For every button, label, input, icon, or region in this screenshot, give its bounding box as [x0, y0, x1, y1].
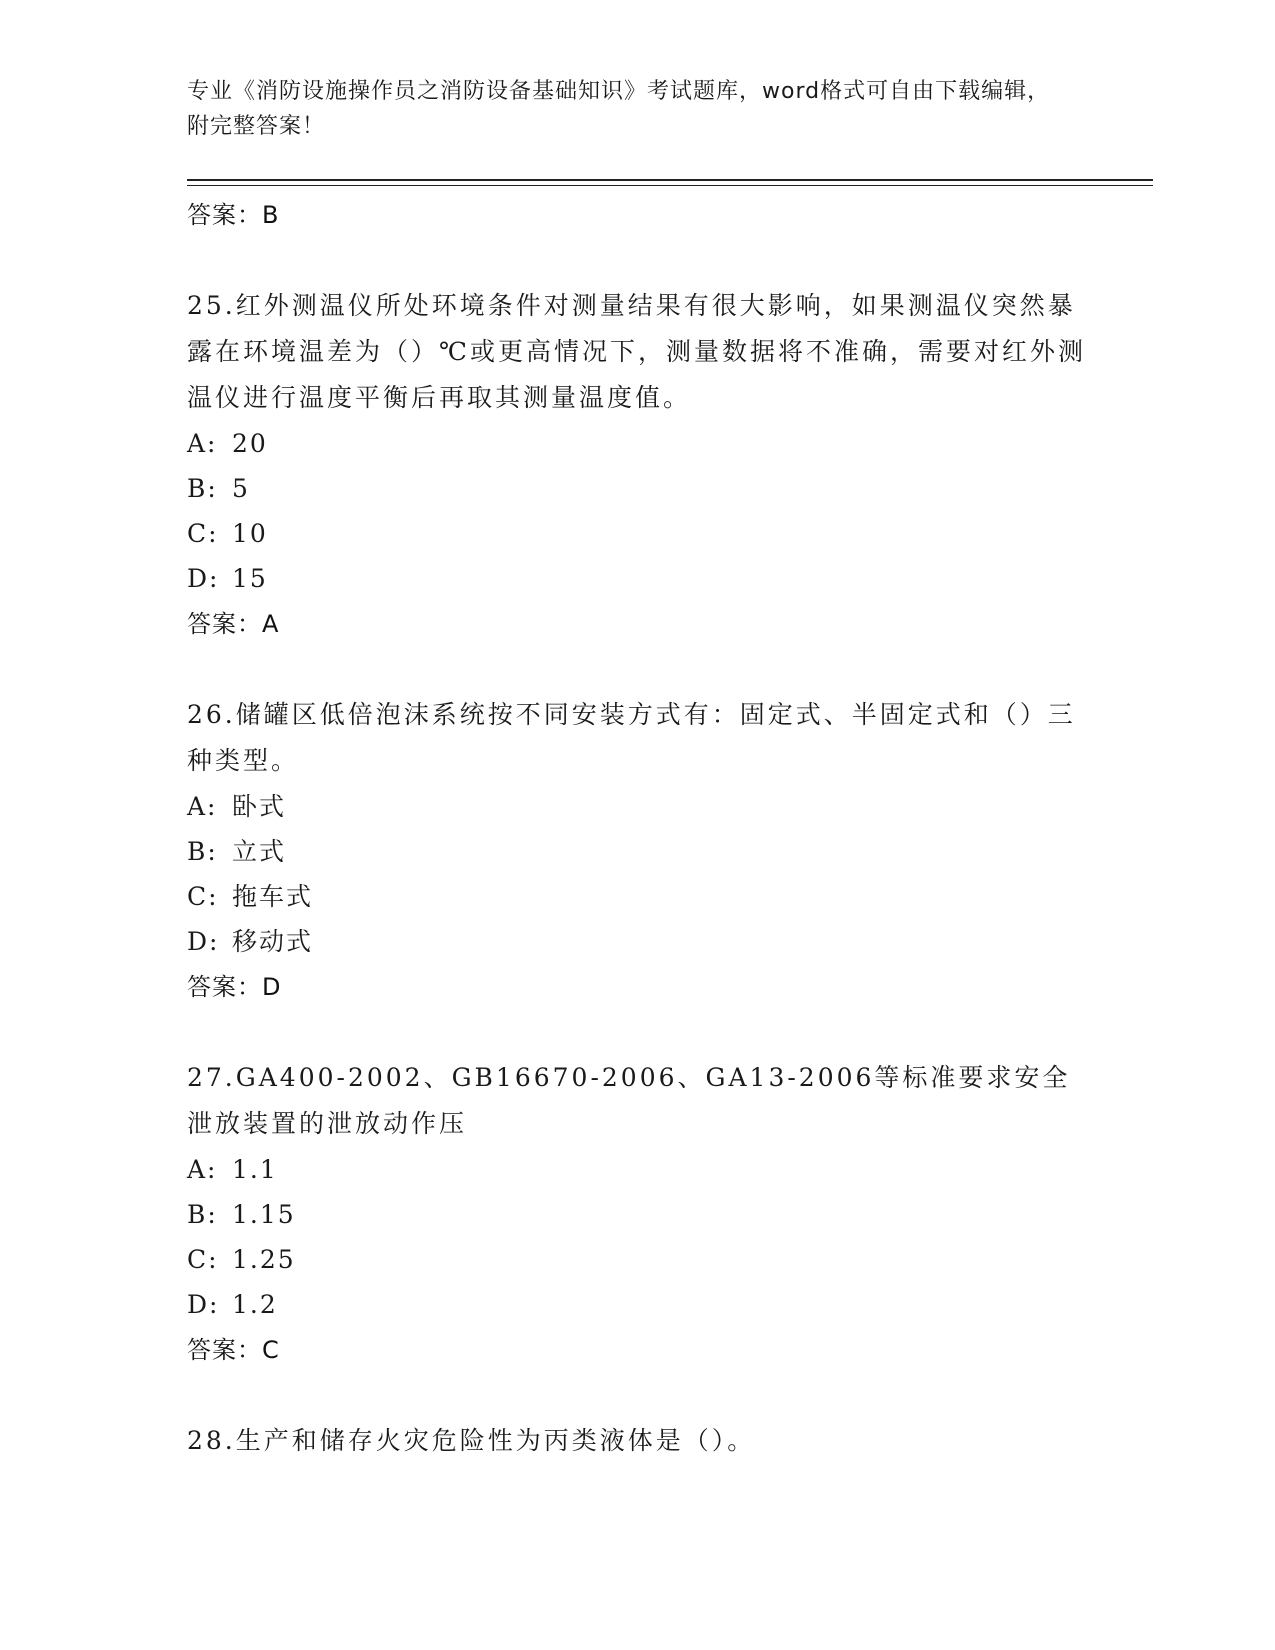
question-stem: 27.GA400-2002、GB16670-2006、GA13-2006等标准要求安全泄放装置的泄放动作压	[187, 1063, 1071, 1138]
option-b	[187, 1192, 1087, 1237]
option-b	[187, 829, 1087, 874]
option-letter: B:	[187, 474, 218, 503]
option-text: 10	[232, 519, 268, 548]
answer-line: 答案：A	[187, 610, 280, 638]
header-rule-thick	[187, 179, 1153, 181]
option-letter: C:	[187, 519, 219, 548]
question-block	[187, 692, 1087, 1010]
option-letter: C:	[187, 882, 219, 911]
option-d	[187, 1282, 1087, 1327]
option-letter: C:	[187, 1245, 219, 1274]
option-text: 1.15	[232, 1200, 296, 1229]
option-a	[187, 421, 1087, 466]
option-text: 卧式	[232, 792, 287, 821]
option-letter: A:	[187, 1155, 218, 1184]
question-stem: 25.红外测温仪所处环境条件对测量结果有很大影响，如果测温仪突然暴露在环境温差为（）℃或更高情况下，测量数据将不准确，需要对红外测温仪进行温度平衡后再取其测量温度值。	[187, 291, 1086, 412]
option-letter: A:	[187, 429, 218, 458]
option-text: 拖车式	[232, 882, 314, 911]
question-stem: 26.储罐区低倍泡沫系统按不同安装方式有：固定式、半固定式和（）三种类型。	[187, 700, 1076, 775]
option-letter: B:	[187, 1200, 218, 1229]
option-c	[187, 874, 1087, 919]
option-d	[187, 556, 1087, 601]
option-text: 20	[232, 429, 268, 458]
question-stem: 28.生产和储存火灾危险性为丙类液体是（）。	[187, 1426, 756, 1455]
option-text: 1.1	[232, 1155, 278, 1184]
option-letter: D:	[187, 564, 220, 593]
option-text: 15	[232, 564, 268, 593]
answer-line: 答案：C	[187, 1336, 280, 1364]
option-text: 1.2	[232, 1290, 278, 1319]
option-text: 5	[232, 474, 250, 503]
option-letter: D:	[187, 927, 220, 956]
question-block	[187, 283, 1087, 647]
document-header: 专业《消防设施操作员之消防设备基础知识》考试题库，word格式可自由下载编辑，附完整答案！	[187, 79, 1051, 139]
option-c	[187, 511, 1087, 556]
header-rule-thin	[187, 185, 1153, 186]
option-letter: D:	[187, 1290, 220, 1319]
option-a	[187, 1147, 1087, 1192]
question-list	[187, 192, 1087, 1464]
option-d	[187, 919, 1087, 964]
answer-line: 答案：D	[187, 973, 282, 1001]
option-c	[187, 1237, 1087, 1282]
question-block	[187, 1418, 1087, 1464]
option-text: 移动式	[232, 927, 314, 956]
option-text: 1.25	[232, 1245, 296, 1274]
option-text: 立式	[232, 837, 287, 866]
answer-line: 答案：B	[187, 201, 280, 229]
option-letter: B:	[187, 837, 218, 866]
option-letter: A:	[187, 792, 218, 821]
option-b	[187, 466, 1087, 511]
question-block	[187, 1055, 1087, 1373]
option-a	[187, 784, 1087, 829]
